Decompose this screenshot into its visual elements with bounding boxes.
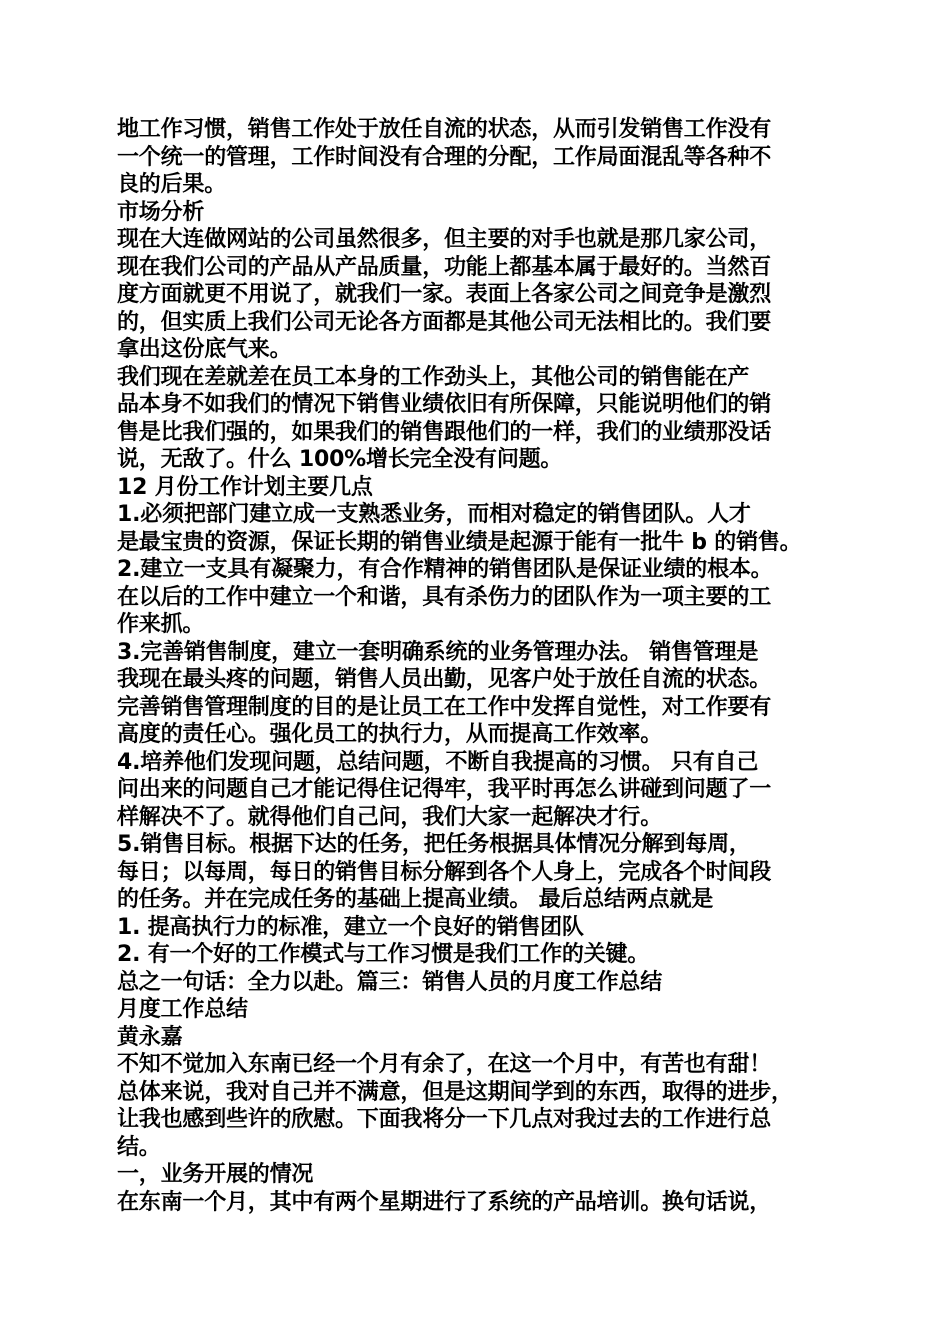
text-line: 2. 有一个好的工作模式与工作习惯是我们工作的关键。 bbox=[117, 942, 650, 967]
text-line: 的任务。并在完成任务的基础上提高业绩。 最后总结两点就是 bbox=[117, 887, 714, 912]
text-line: 一，业务开展的情况 bbox=[117, 1162, 314, 1187]
text-line: 地工作习惯，销售工作处于放任自流的状态，从而引发销售工作没有 bbox=[117, 117, 772, 142]
text-line: 在以后的工作中建立一个和谐，具有杀伤力的团队作为一项主要的工 bbox=[117, 584, 772, 610]
text-line: 总之一句话：全力以赴。篇三：销售人员的月度工作总结 bbox=[117, 969, 663, 995]
text-line: 不知不觉加入东南已经一个月有余了，在这一个月中，有苦也有甜！ bbox=[117, 1052, 772, 1077]
text-line: 售是比我们强的，如果我们的销售跟他们的一样，我们的业绩那没话 bbox=[117, 419, 772, 445]
text-line: 月度工作总结 bbox=[117, 997, 248, 1022]
text-line: 作来抓。 bbox=[117, 612, 205, 637]
text-line: 我们现在差就差在员工本身的工作劲头上，其他公司的销售能在产 bbox=[117, 364, 750, 390]
text-line: 品本身不如我们的情况下销售业绩依旧有所保障，只能说明他们的销 bbox=[117, 392, 772, 417]
text-line: 结。 bbox=[117, 1134, 161, 1160]
text-line: 在东南一个月，其中有两个星期进行了系统的产品培训。换句话说， bbox=[117, 1189, 772, 1215]
text-line: 3.完善销售制度，建立一套明确系统的业务管理办法。 销售管理是 bbox=[117, 639, 759, 665]
text-line: 黄永嘉 bbox=[117, 1024, 183, 1050]
text-line: 拿出这份底气来。 bbox=[117, 337, 292, 362]
text-line: 现在我们公司的产品从产品质量，功能上都基本属于最好的。当然百 bbox=[117, 254, 772, 280]
text-line: 说，无敌了。什么 100%增长完全没有问题。 bbox=[117, 447, 563, 472]
text-line: 是最宝贵的资源，保证长期的销售业绩是起源于能有一批牛 b 的销售。 bbox=[117, 529, 802, 555]
text-line: 现在大连做网站的公司虽然很多，但主要的对手也就是那几家公司， bbox=[117, 227, 772, 252]
text-line: 让我也感到些许的欣慰。下面我将分一下几点对我过去的工作进行总 bbox=[117, 1107, 772, 1132]
document-body bbox=[117, 116, 841, 1216]
text-line: 5.销售目标。根据下达的任务，把任务根据具体情况分解到每周， bbox=[117, 832, 751, 857]
text-line: 样解决不了。就得他们自己问，我们大家一起解决才行。 bbox=[117, 804, 663, 830]
text-line: 1. 提高执行力的标准，建立一个良好的销售团队 bbox=[117, 914, 584, 940]
text-line: 的，但实质上我们公司无论各方面都是其他公司无法相比的。我们要 bbox=[117, 309, 772, 335]
text-line: 2.建立一支具有凝聚力，有合作精神的销售团队是保证业绩的根本。 bbox=[117, 557, 773, 582]
text-line: 12 月份工作计划主要几点 bbox=[117, 474, 373, 500]
text-line: 我现在最头疼的问题，销售人员出勤，见客户处于放任自流的状态。 bbox=[117, 667, 772, 692]
text-line: 完善销售管理制度的目的是让员工在工作中发挥自觉性，对工作要有 bbox=[117, 694, 772, 720]
text-line: 4.培养他们发现问题，总结问题，不断自我提高的习惯。 只有自己 bbox=[117, 749, 759, 775]
text-line: 每日；以每周，每日的销售目标分解到各个人身上，完成各个时间段 bbox=[117, 859, 772, 885]
text-line: 高度的责任心。强化员工的执行力，从而提高工作效率。 bbox=[117, 722, 663, 747]
text-line: 问出来的问题自己才能记得住记得牢，我平时再怎么讲碰到问题了一 bbox=[117, 777, 772, 802]
text-line: 总体来说，我对自己并不满意，但是这期间学到的东西，取得的进步， bbox=[117, 1079, 793, 1105]
text-line: 度方面就更不用说了，就我们一家。表面上各家公司之间竞争是激烈 bbox=[117, 282, 772, 307]
text-line: 市场分析 bbox=[117, 199, 205, 225]
text-line: 一个统一的管理，工作时间没有合理的分配，工作局面混乱等各种不 bbox=[117, 144, 772, 170]
text-line: 1.必须把部门建立成一支熟悉业务，而相对稳定的销售团队。人才 bbox=[117, 502, 751, 527]
text-line: 良的后果。 bbox=[117, 172, 227, 197]
